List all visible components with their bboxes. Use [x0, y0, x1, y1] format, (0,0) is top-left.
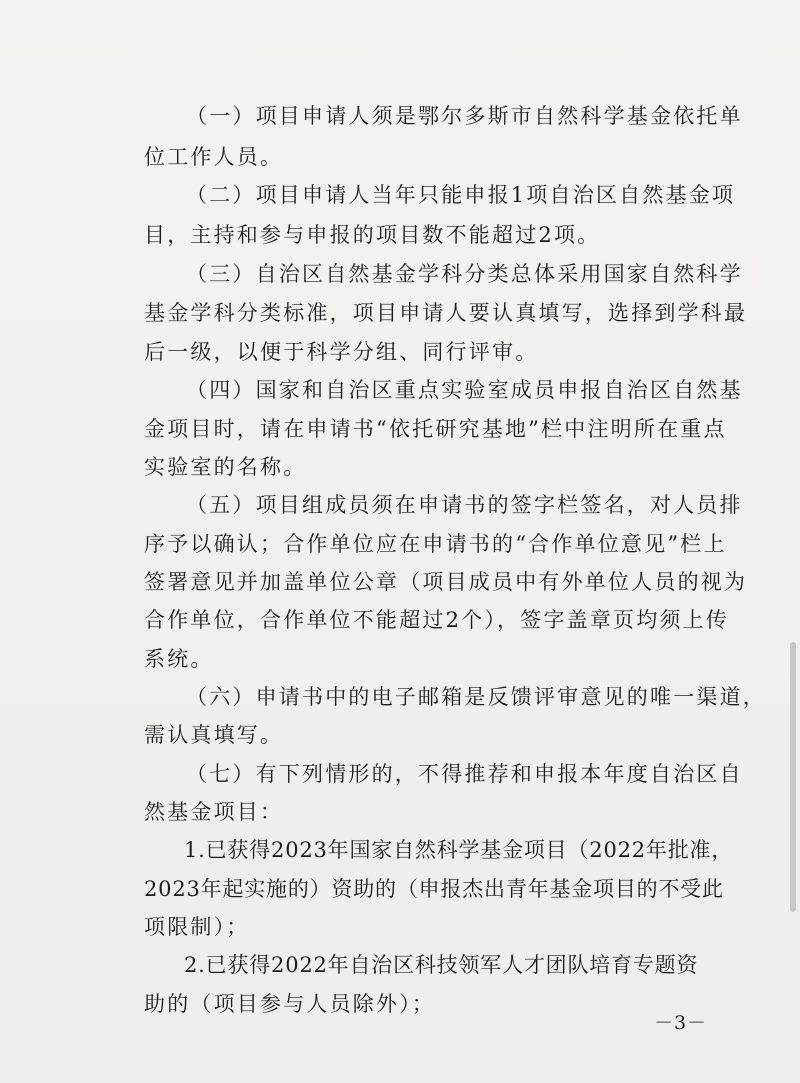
text-line: （三）自治区自然基金学科分类总体采用国家自然科学 [186, 262, 743, 286]
scrollbar[interactable] [790, 642, 796, 912]
text-line: 序予以确认；合作单位应在申请书的“合作单位意见”栏上 [144, 532, 727, 556]
text-line: （四）国家和自治区重点实验室成员申报自治区自然基 [186, 378, 743, 402]
text-line: 签署意见并加盖单位公章（项目成员中有外单位人员的视为 [144, 570, 748, 594]
text-line: 目，主持和参与申报的项目数不能超过2项。 [144, 223, 601, 247]
text-line: 后一级，以便于科学分组、同行评审。 [144, 340, 539, 364]
text-line: 项限制）； [144, 915, 250, 939]
text-line: （七）有下列情形的，不得推荐和申报本年度自治区自 [186, 762, 743, 786]
page-number: －3－ [654, 1012, 708, 1034]
text-line: 2.已获得2022年自治区科技领军人才团队培育专题资 [184, 953, 699, 977]
text-line: 金项目时，请在申请书“依托研究基地”栏中注明所在重点 [144, 417, 727, 441]
text-line: 助的（项目参与人员除外）； [144, 992, 436, 1016]
text-line: 然基金项目： [144, 800, 284, 824]
text-line: 位工作人员。 [144, 145, 284, 169]
text-line: 系统。 [144, 647, 214, 671]
text-line: 2023年起实施的）资助的（申报杰出青年基金项目的不受此 [144, 877, 724, 901]
text-line: （二）项目申请人当年只能申报1项自治区自然基金项 [186, 183, 736, 207]
text-line: （五）项目组成员须在申请书的签字栏签名，对人员排 [186, 493, 743, 517]
text-line: 实验室的名称。 [144, 455, 307, 479]
text-line: 1.已获得2023年国家自然科学基金项目（2022年批准， [184, 838, 734, 862]
text-line: 需认真填写。 [144, 723, 284, 747]
text-line: 合作单位，合作单位不能超过2个），签字盖章页均须上传 [144, 608, 730, 632]
text-line: （一）项目申请人须是鄂尔多斯市自然科学基金依托单 [186, 104, 743, 128]
text-line: （六）申请书中的电子邮箱是反馈评审意见的唯一渠道， [186, 685, 766, 709]
text-line: 基金学科分类标准，项目申请人要认真填写，选择到学科最 [144, 301, 748, 325]
